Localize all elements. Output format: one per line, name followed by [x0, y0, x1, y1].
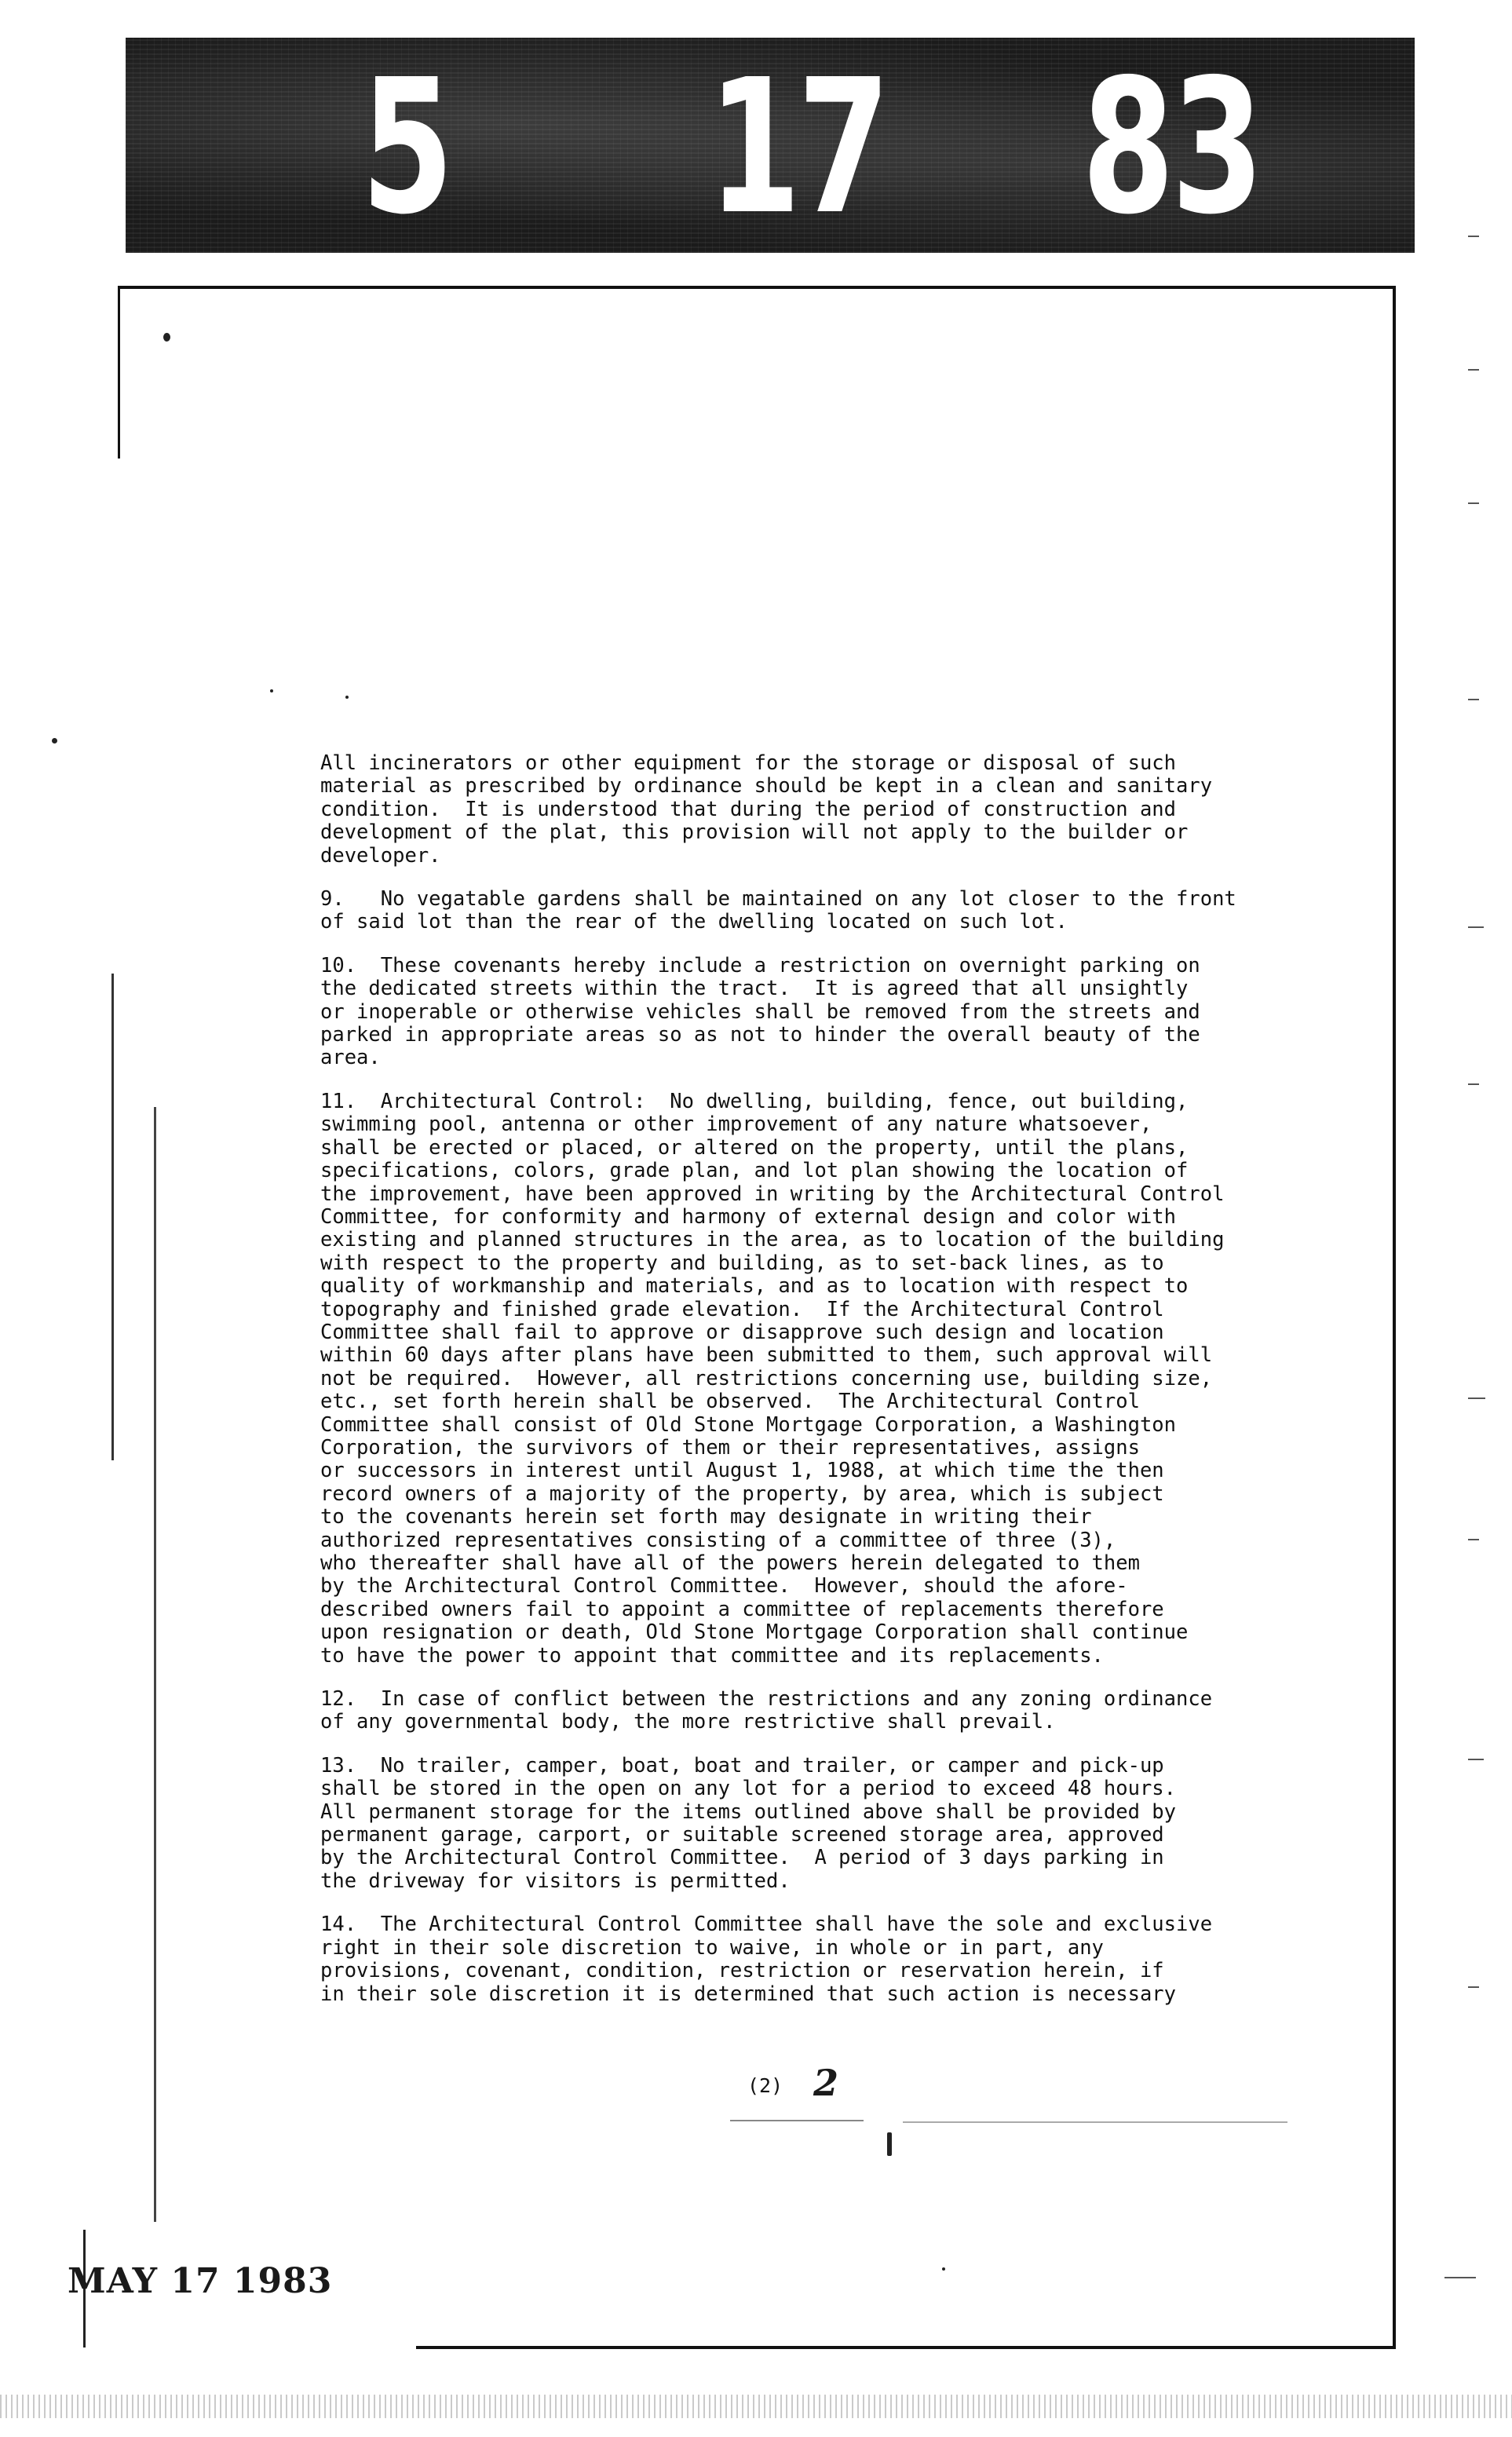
banner-day: 17 [708, 39, 887, 255]
margin-mark [1468, 1398, 1485, 1399]
scan-dash [730, 2120, 864, 2121]
page-number: (2) [747, 2074, 783, 2097]
scan-speck [942, 2267, 945, 2271]
frame-left-border-mark [111, 974, 114, 1460]
margin-mark [1468, 369, 1479, 371]
frame-bottom-border [416, 2346, 1396, 2349]
scan-speck [270, 689, 273, 692]
banner-month: 5 [361, 39, 451, 255]
paragraph-14-waiver: 14. The Architectural Control Committee shall have the sole and exclusive right in their sole discretion to waive, in whole or in part, any provisions, covenant, condition, restriction or reservation herein, if in their sole discretion it is determined that such action is necessary [320, 1913, 1213, 2006]
frame-top-border [118, 286, 1396, 289]
scan-speck [345, 696, 349, 699]
paragraph-9-gardens: 9. No vegatable gardens shall be maintained on any lot closer to the front of said lot than the rear of the dwelling located on such lot. [320, 887, 1236, 934]
frame-left-border [118, 286, 120, 459]
paragraph-10-parking: 10. These covenants hereby include a restriction on overnight parking on the dedicated streets within the tract. It is agreed that all unsightly or inoperable or otherwise vehicles shall be removed from the streets and parked in appropriate areas so as not to hinder the overall beauty of the area. [320, 953, 1200, 1070]
document-body [320, 752, 1255, 2026]
scan-speck [163, 333, 170, 342]
banner-year: 83 [1082, 39, 1261, 255]
scan-speck [887, 2132, 892, 2156]
paragraph-13-trailers: 13. No trailer, camper, boat, boat and trailer, or camper and pick-up shall be stored in the open on any lot for a period to exceed 48 hours. All permanent storage for the items outlined above shall be provided by permanent garage, carport, or suitable screened storage area, approved by the Architectural Control Committee. A period of 3 days parking in the driveway for visitors is permitted. [320, 1753, 1177, 1893]
handwritten-page-number: 2 [813, 2062, 839, 2104]
scan-edge-noise [0, 2395, 1512, 2418]
date-banner [126, 38, 1415, 253]
paragraph-incinerators: All incinerators or other equipment for the storage or disposal of such material as prescribed by ordinance should be kept in a clean and sanitary condition. It is understood that during the period of construction and development of the plat, this provision will not apply to the builder or developer. [320, 751, 1213, 868]
scan-speck [52, 738, 57, 744]
margin-mark [1468, 1986, 1479, 1988]
margin-mark [1468, 236, 1479, 237]
recording-date-stamp: MAY 17 1983 [68, 2261, 333, 2301]
margin-mark [1468, 926, 1484, 928]
margin-mark [1468, 1759, 1484, 1760]
frame-right-border [1393, 286, 1396, 2349]
frame-left-border-inner [154, 1107, 156, 2222]
margin-mark [1468, 1539, 1479, 1540]
paragraph-11-architectural-control: 11. Architectural Control: No dwelling, building, fence, out building, swimming pool, antenna or other improvement of any nature whatsoever, shall be erected or placed, or altered on the property, until the plans, specifications, colors, grade plan, and lot plan showing the location of the improvement, have been approved in writing by the Architectural Control Committee, for conformity and harmony of external design and color with existing and planned structures in the area, as to location of the building with respect to the property and building, as to set-back lines, as to quality of workmanship and materials, and as to location with respect to topography and finished grade elevation. If the Architectural Control Committee shall fail to approve or disapprove such design and location within 60 days after plans have been submitted to them, such approval will not be required. However, all restrictions concerning use, building size, etc., set forth herein shall be observed. The Architectural Control Committee shall consist of Old Stone Mortgage Corporation, a Washington Corporation, the survivors of them or their representatives, assigns or successors in interest until August 1, 1988, at which time the then record owners of a majority of the property, by area, which is subject to the covenants herein set forth may designate in writing their authorized representatives consisting of a committee of three (3), who thereafter shall have all of the powers herein delegated to them by the Architectural Control Committee. However, should the afore- described owners fail to appoint a committee of replacements therefore upon resignation or death, Old Stone Mortgage Corporation shall continue to have the power to appoint that committee and its replacements. [320, 1089, 1225, 1668]
margin-mark [1468, 699, 1479, 700]
paragraph-12-conflict: 12. In case of conflict between the restrictions and any zoning ordinance of any governmental body, the more restrictive shall prevail. [320, 1687, 1213, 1734]
margin-mark [1468, 1083, 1479, 1085]
margin-mark [1444, 2277, 1476, 2278]
margin-mark [1468, 502, 1479, 504]
scan-dash [903, 2121, 1287, 2123]
